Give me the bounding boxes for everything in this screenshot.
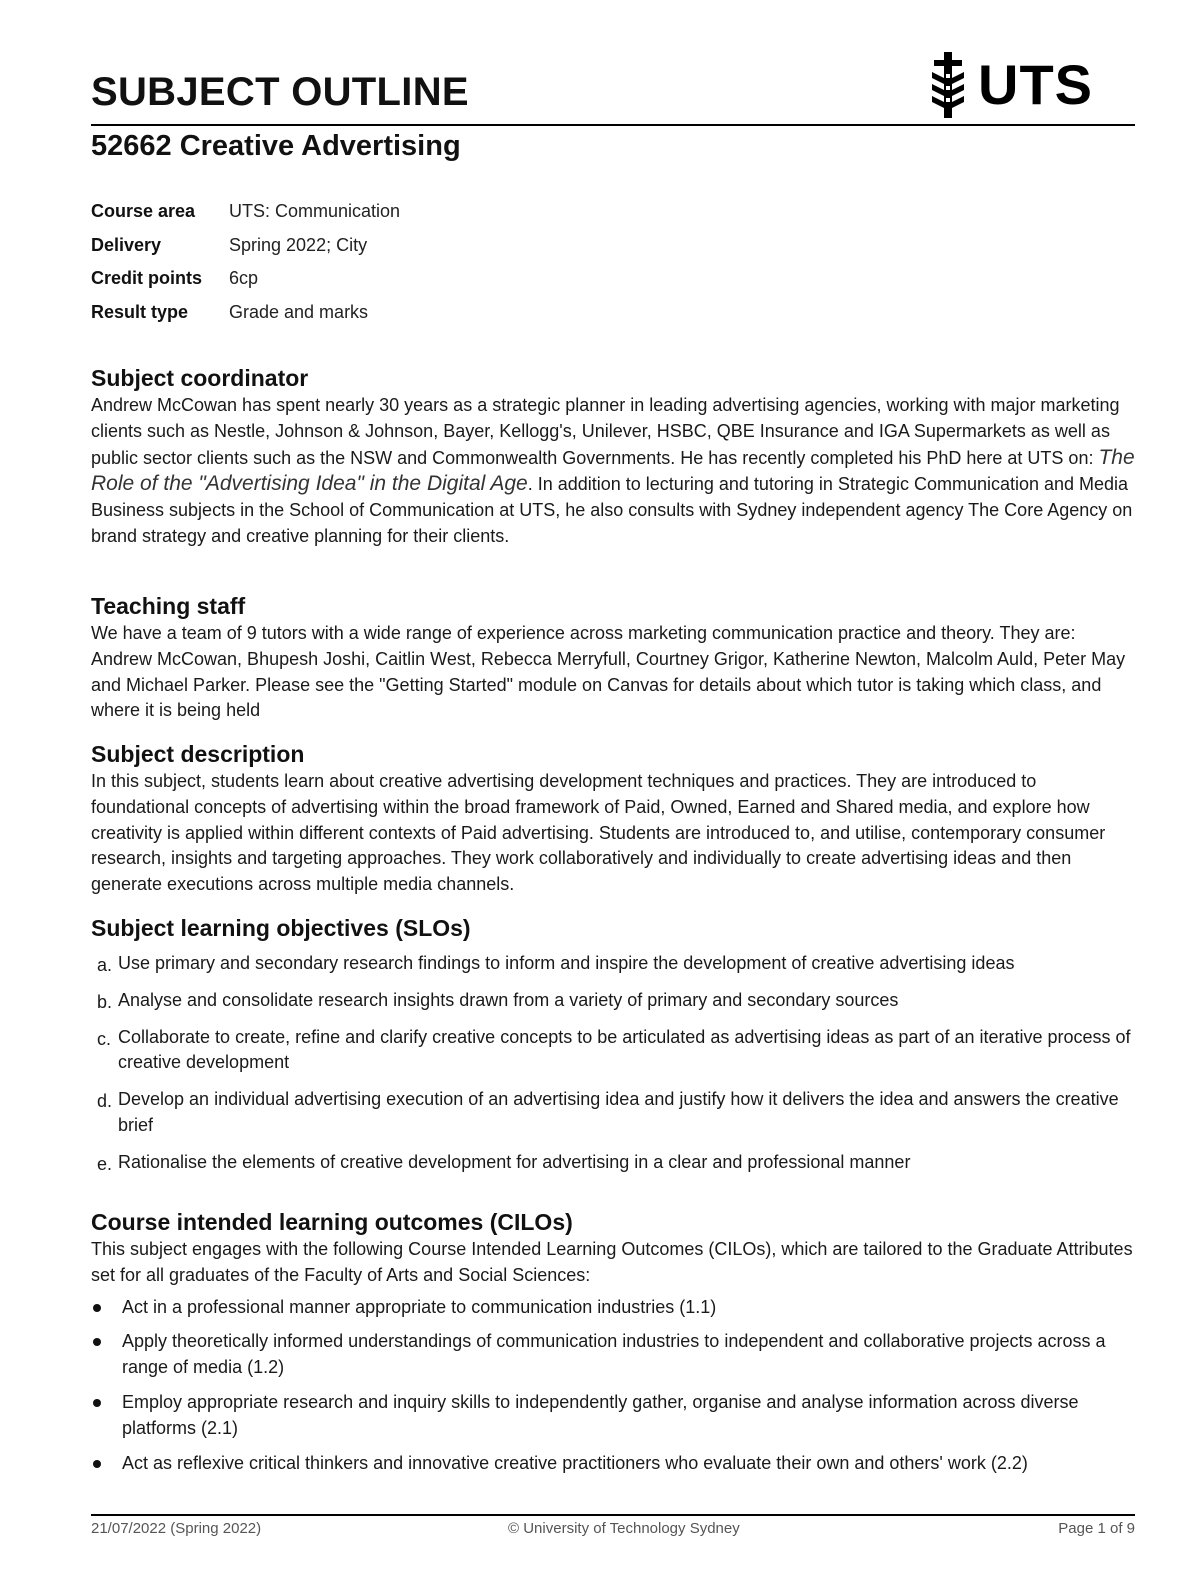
- slo-marker: a.: [97, 955, 113, 975]
- cilos-intro: This subject engages with the following Course Intended Learning Outcomes (CILOs), which are tailored to the Graduate Attributes set for all graduates of the Faculty of Arts and Social Sciences:: [91, 1239, 1133, 1285]
- meta-value: Grade and marks: [229, 301, 369, 322]
- subject-meta-table: [91, 195, 400, 329]
- coordinator-bio: [91, 393, 1136, 550]
- footer-copyright: © University of Technology Sydney: [508, 1520, 740, 1537]
- subject-title: 52662 Creative Advertising: [91, 130, 461, 162]
- slo-marker: b.: [97, 991, 113, 1012]
- cilo-text: Act in a professional manner appropriate to communication industries (1.1): [122, 1296, 717, 1317]
- teaching-staff-text: We have a team of 9 tutors with a wide range of experience across marketing communication practice and theory. They are: Andrew McCowan, Bhupesh Joshi, Caitlin West, Rebecca Merryfull, Courtney Grigor, Katherine Newton, Malcolm Auld, Peter May and Michael Parker. Please see the "Getting Started" module on Canvas for details about which tutor is taking which class, and where it is being held: [91, 623, 1126, 721]
- cilo-item: [91, 1295, 1136, 1321]
- thesis-title: The Role of the "Advertising Idea" in the Digital Age: [91, 445, 1135, 496]
- footer-divider: [91, 1514, 1135, 1516]
- section-cilos: [91, 1207, 1136, 1485]
- section-subject-description: [91, 739, 1136, 898]
- section-heading: Subject learning objectives (SLOs): [91, 915, 471, 941]
- meta-label: Credit points: [91, 268, 202, 289]
- document-title: SUBJECT OUTLINE: [91, 70, 469, 114]
- slo-item: [91, 1087, 1136, 1139]
- cilo-text: Apply theoretically informed understandings of communication industries to independent and collaborative projects across a range of media (1.2): [122, 1331, 1106, 1378]
- section-heading: Course intended learning outcomes (CILOs): [91, 1209, 573, 1235]
- section-teaching-staff: [91, 591, 1136, 724]
- meta-label: Delivery: [91, 234, 162, 255]
- meta-label: Course area: [91, 201, 196, 222]
- meta-row-course-area: [91, 195, 400, 229]
- cilo-text: Employ appropriate research and inquiry skills to independently gather, organise and analyse information across diverse platforms (2.1): [122, 1391, 1079, 1438]
- section-subject-coordinator: [91, 363, 1136, 550]
- slo-item: [91, 1025, 1136, 1077]
- meta-value: Spring 2022; City: [229, 234, 368, 255]
- cilo-list: [91, 1295, 1136, 1477]
- slo-list: [91, 951, 1136, 1176]
- slo-item: [91, 1150, 1136, 1176]
- footer-page-number: Page 1 of 9: [1058, 1520, 1135, 1537]
- section-heading: Subject description: [91, 741, 305, 767]
- meta-value: 6cp: [229, 268, 259, 289]
- meta-row-result-type: [91, 296, 400, 330]
- slo-text: Analyse and consolidate research insights drawn from a variety of primary and secondary sources: [118, 989, 899, 1010]
- slo-item: [91, 988, 1136, 1014]
- cilo-item: [91, 1329, 1136, 1381]
- cilo-item: [91, 1390, 1136, 1442]
- uts-logo: [926, 50, 1096, 120]
- slo-marker: c.: [97, 1028, 112, 1049]
- bullet-icon: [93, 1460, 101, 1468]
- slo-text: Develop an individual advertising execution of an advertising idea and justify how it delivers the idea and answers the creative brief: [118, 1089, 1119, 1135]
- slo-text: Collaborate to create, refine and clarify creative concepts to be articulated as advertising ideas as part of an iterative process of creative development: [118, 1026, 1131, 1073]
- section-slos: [91, 913, 1136, 1187]
- slo-item: [91, 951, 1136, 977]
- meta-row-credit-points: [91, 262, 400, 296]
- meta-row-delivery: [91, 229, 400, 263]
- section-heading: Teaching staff: [91, 593, 246, 619]
- meta-label: Result type: [91, 301, 189, 322]
- section-heading: Subject coordinator: [91, 365, 309, 391]
- slo-marker: d.: [97, 1091, 113, 1112]
- meta-value: UTS: Communication: [229, 201, 401, 222]
- cilo-text: Act as reflexive critical thinkers and innovative creative practitioners who evaluate their own and others' work (2.2): [122, 1452, 1028, 1473]
- bio-text: Andrew McCowan has spent nearly 30 years as a strategic planner in leading advertising agencies, working with major marketing clients such as Nestle, Johnson & Johnson, Bayer, Kellogg's, Unilever, HSBC, QBE Insurance and IGA Supermarkets as well as public sector clients such as the NSW and Commonwealth Governments. He has recently completed his PhD here at UTS on:: [91, 395, 1120, 468]
- slo-text: Use primary and secondary research findings to inform and inspire the development of creative advertising ideas: [118, 953, 1015, 973]
- bullet-icon: [93, 1304, 101, 1312]
- uts-crest-icon: [926, 50, 970, 120]
- title-divider: [91, 124, 1135, 126]
- slo-marker: e.: [97, 1153, 113, 1174]
- cilo-item: [91, 1451, 1136, 1477]
- slo-text: Rationalise the elements of creative development for advertising in a clear and professional manner: [118, 1151, 911, 1172]
- logo-wordmark: UTS: [978, 53, 1093, 116]
- bullet-icon: [93, 1399, 101, 1407]
- description-text: In this subject, students learn about creative advertising development techniques and practices. They are introduced to foundational concepts of advertising within the broad framework of Paid, Owned, Earned and Shared media, and explore how creativity is applied within different contexts of Paid advertising. Students are introduced to, and utilise, contemporary consumer research, insights and targeting approaches. They work collaboratively and individually to create advertising ideas and then generate executions across multiple media channels.: [91, 771, 1106, 895]
- bio-text: . In addition to lecturing and tutoring in Strategic Communication and Media Business subjects in the School of Communication at UTS, he also consults with Sydney independent agency The Core Agency on brand strategy and creative planning for their clients.: [91, 474, 1133, 546]
- footer-date: 21/07/2022 (Spring 2022): [91, 1520, 262, 1537]
- bullet-icon: [93, 1338, 101, 1346]
